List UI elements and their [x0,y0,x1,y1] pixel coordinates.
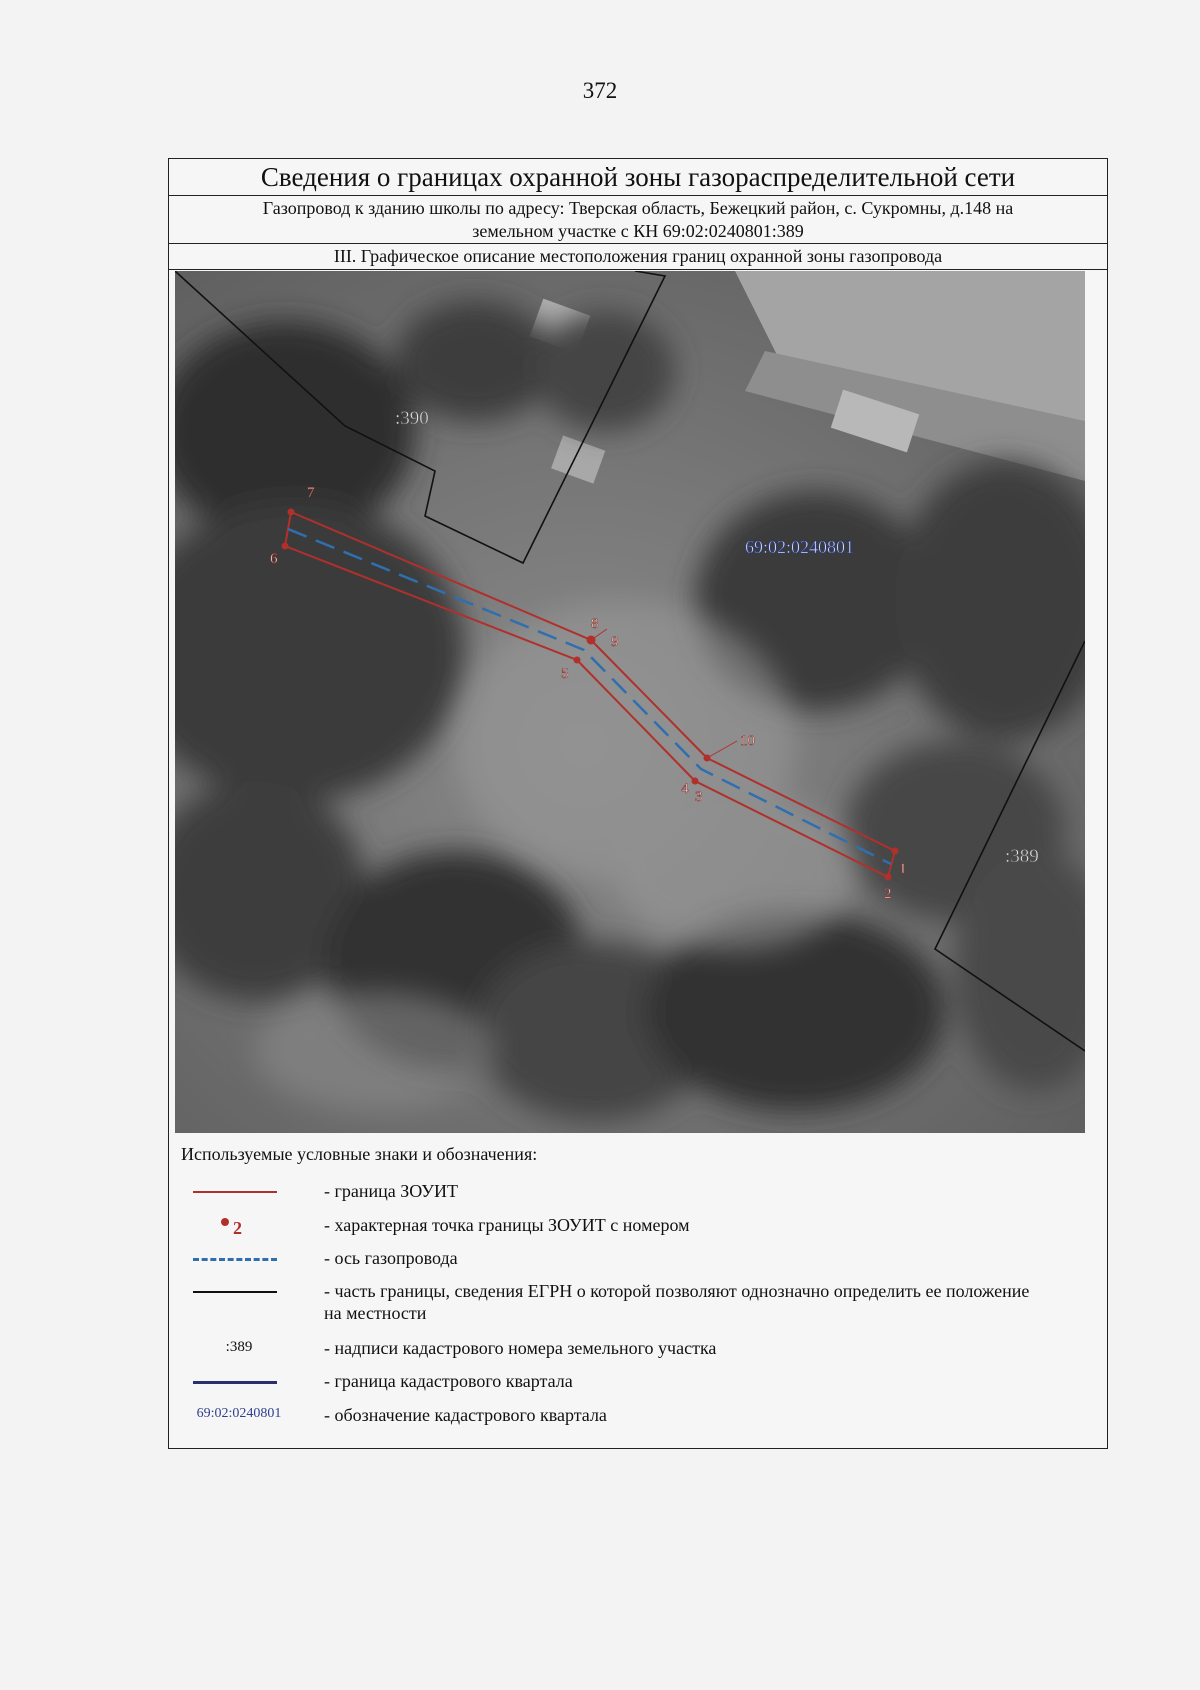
parcel-label-389: :389 [1005,846,1039,867]
point-label-1: 1 [899,861,907,877]
point-2 [885,874,892,881]
quarter-label-symbol: 69:02:0240801 [196,1406,282,1421]
document-title: Сведения о границах охранной зоны газораспределительной сети [169,159,1107,196]
point-label-6: 6 [270,551,278,567]
subtitle-line-2: земельном участке с КН 69:02:0240801:389 [472,221,804,241]
point-label-5: 5 [561,666,569,682]
red-line-symbol [179,1180,289,1204]
red-point-symbol: 2 [179,1214,289,1238]
blue-dashed-line-symbol [179,1247,289,1271]
legend-title: Используемые условные знаки и обозначения: [181,1144,538,1164]
black-line-symbol [179,1280,289,1304]
aerial-map [175,271,1085,1133]
map-canvas [175,271,1085,1133]
section-heading: III. Графическое описание местоположения границ охранной зоны газопровода [169,244,1107,270]
point-label-3: 3 [695,789,703,805]
point-5 [574,657,581,664]
point-1 [892,848,899,855]
point-label-9: 9 [611,634,619,650]
point-label-10: 10 [740,733,755,749]
document-frame: Сведения о границах охранной зоны газораспределительной сети Газопровод к зданию школы по адресу: Тверская область, Бежецкий район, с. Сукромны, д.148 на земельном участке с КН 69:02:0240801:389 III. Графическое описание местоположения границ охранной зоны газопровода :390 69:02:0240801 :389 1 2 3 4 5 6 7 8 9 10 Используемые условные знаки и обозначения: - граница ЗОУИТ 2 - характерная точка границы ЗОУИТ с номером - ось газопровода - часть границы, сведения ЕГРН о которой позволяют однозначно определить ее положение на местности :389 - надписи кадастрового номера земельного участка - граница кадастрового квартала 69:02:0240801 - обозначение кадастрового квартала [168,158,1108,1449]
document-subtitle [169,196,1107,244]
subtitle-line-1: Газопровод к зданию школы по адресу: Тверская область, Бежецкий район, с. Сукромны, д.148 на [262,198,1014,218]
page-number: 372 [582,78,618,103]
point-7 [288,509,295,516]
navy-line-symbol [179,1370,289,1394]
point-3-4 [692,778,699,785]
quarter-label: 69:02:0240801 [745,537,855,557]
point-label-8: 8 [591,616,599,632]
point-label-2: 2 [884,886,892,902]
point-label-7: 7 [307,485,315,501]
parcel-label-symbol: :389 [225,1339,253,1355]
point-6 [282,543,289,550]
aerial-photo [175,271,1085,1133]
parcel-label-390: :390 [395,408,429,429]
point-label-4: 4 [681,781,689,797]
